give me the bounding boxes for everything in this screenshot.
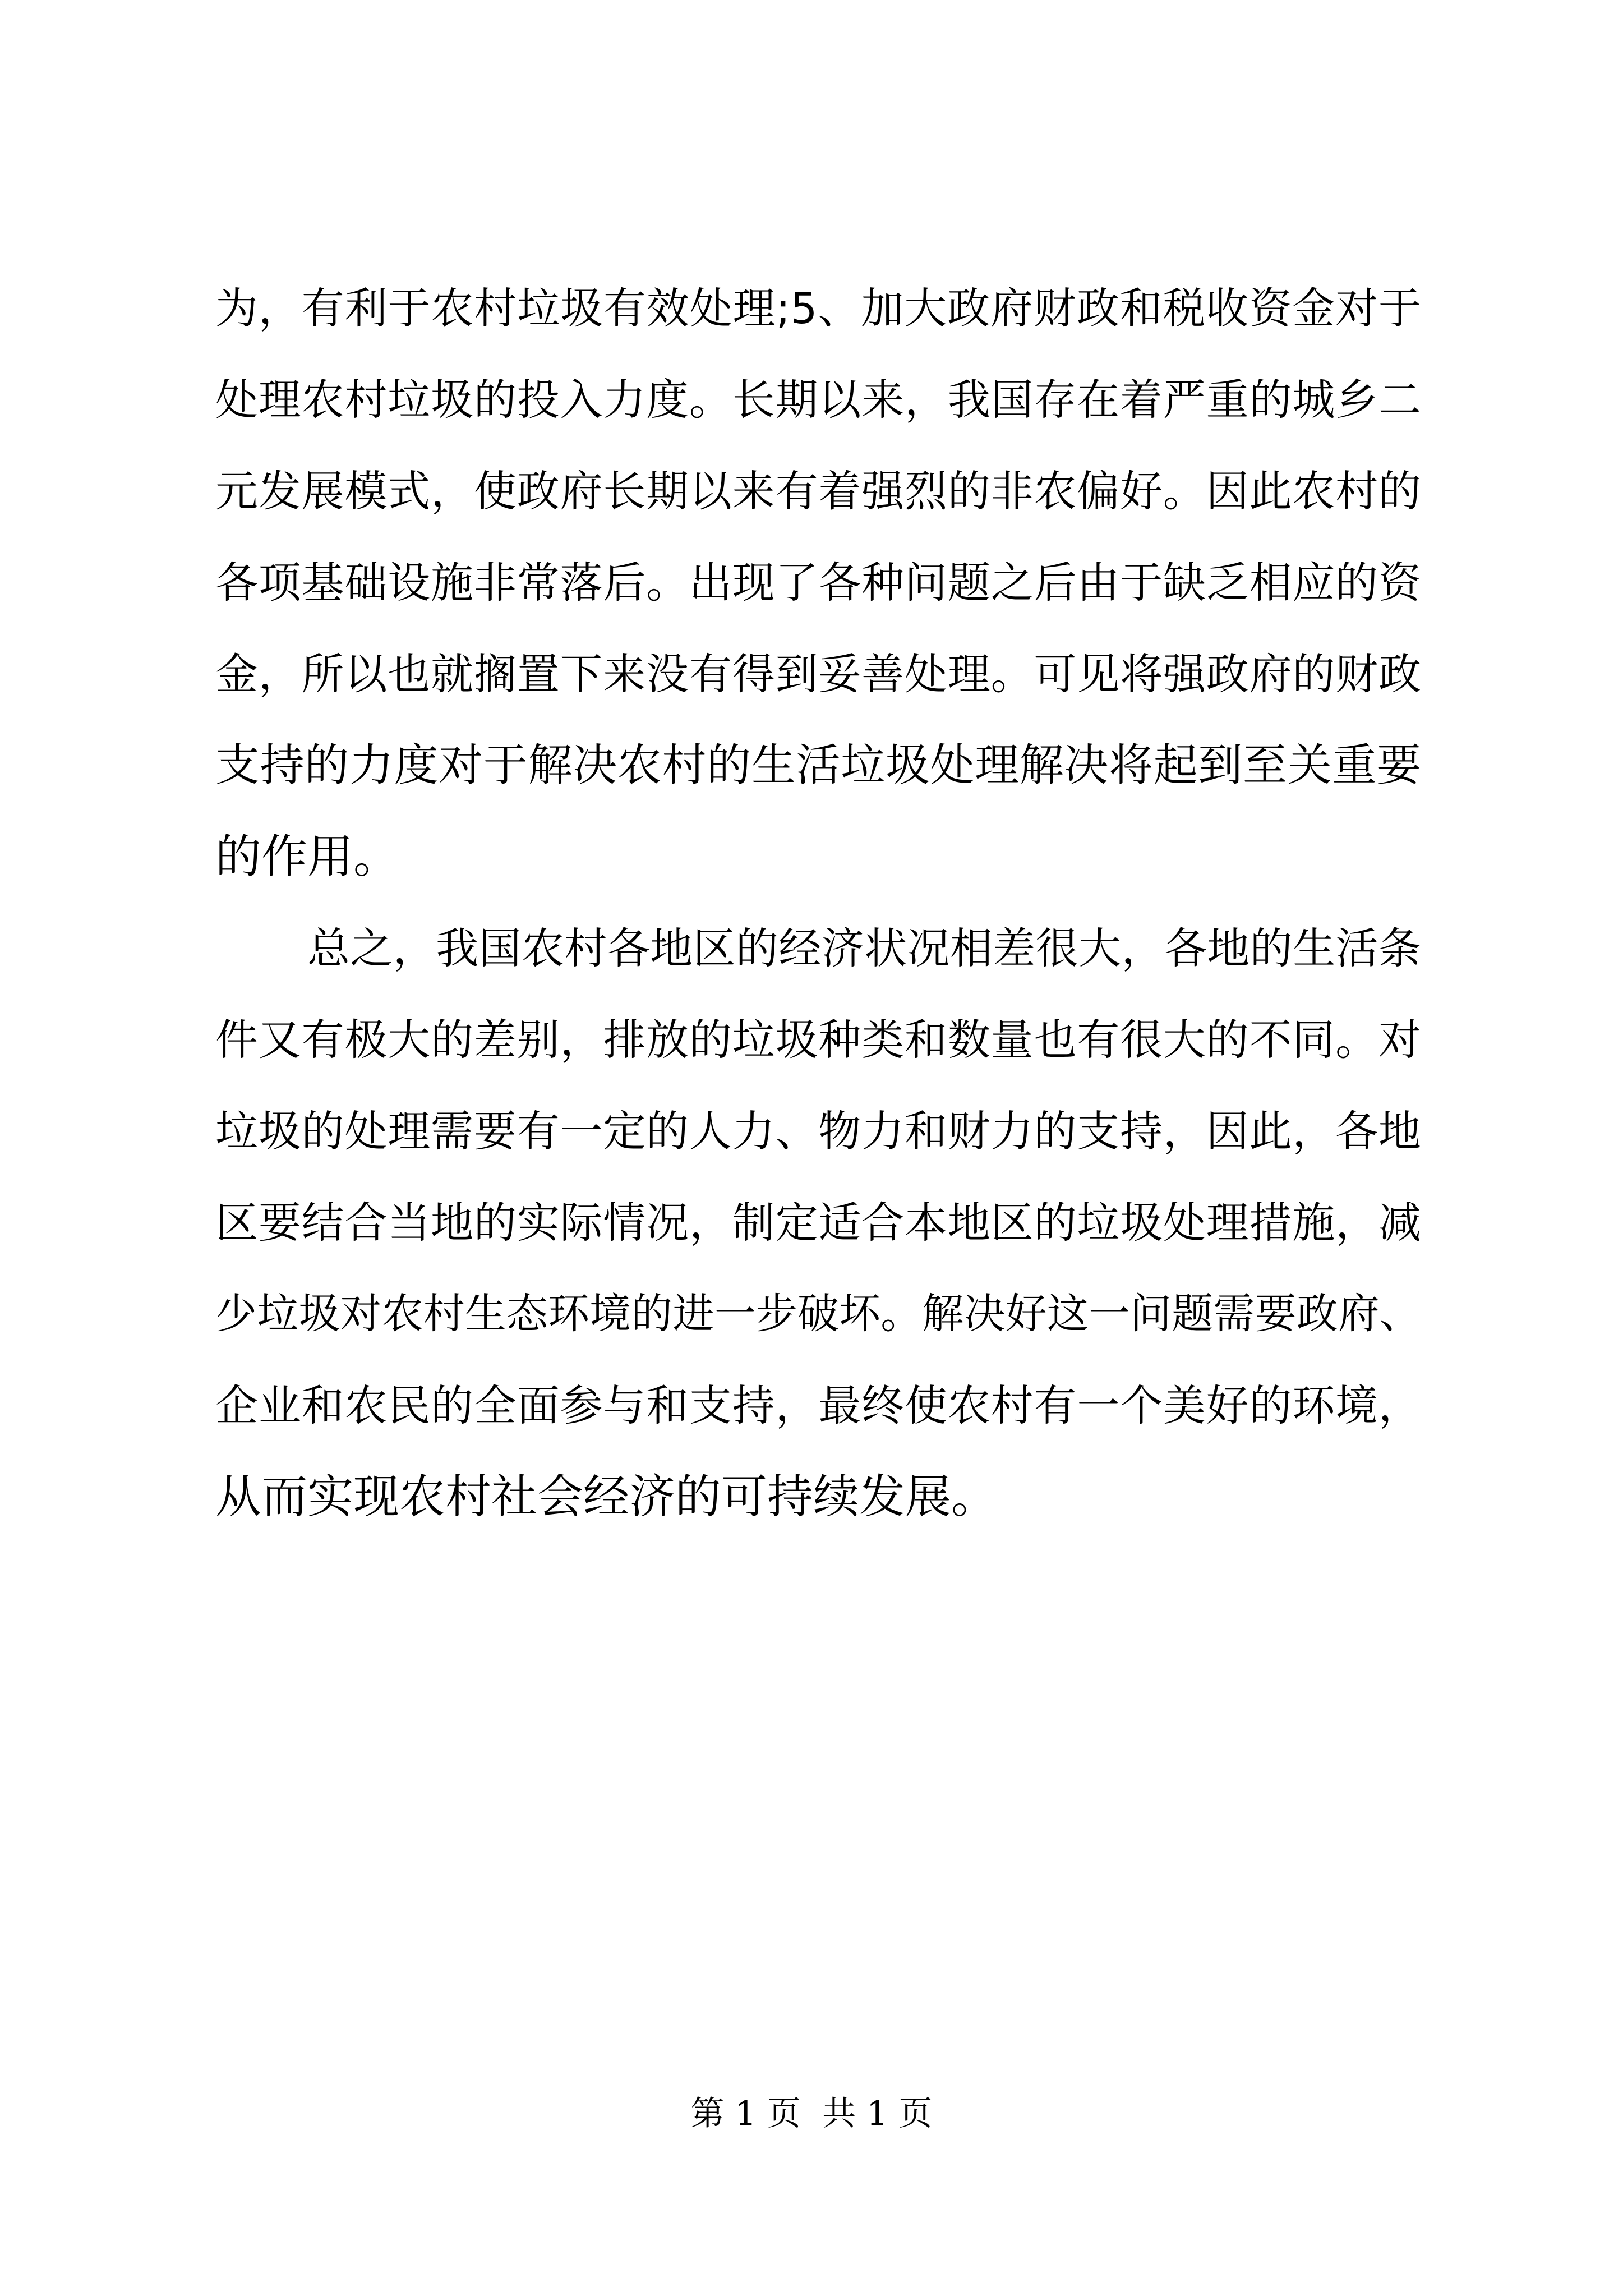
text-line: 件又有极大的差别，排放的垃圾种类和数量也有很大的不同。对 bbox=[215, 1015, 1421, 1065]
text-line: 各项基础设施非常落后。出现了各种问题之后由于缺乏相应的资 bbox=[215, 558, 1421, 608]
text-line: 垃圾的处理需要有一定的人力、物力和财力的支持，因此，各地 bbox=[215, 1106, 1421, 1156]
text-line: 少垃圾对农村生态环境的进一步破坏。解决好这一问题需要政府、 bbox=[215, 1290, 1421, 1338]
text-line: 处理农村垃圾的投入力度。长期以来，我国存在着严重的城乡二 bbox=[215, 375, 1421, 425]
paragraph-1 bbox=[215, 263, 1421, 903]
text-line: 企业和农民的全面参与和支持，最终使农村有一个美好的环境， bbox=[215, 1381, 1421, 1430]
page-number-footer: 第 1 页 共 1 页 bbox=[690, 2094, 933, 2133]
body-text bbox=[215, 263, 1421, 1543]
text-line: 元发展模式，使政府长期以来有着强烈的非农偏好。因此农村的 bbox=[215, 466, 1421, 516]
text-line: 从而实现农村社会经济的可持续发展。 bbox=[215, 1470, 998, 1524]
paragraph-2 bbox=[215, 903, 1421, 1543]
text-line: 金，所以也就搁置下来没有得到妥善处理。可见将强政府的财政 bbox=[215, 649, 1421, 699]
text-line: 区要结合当地的实际情况，制定适合本地区的垃圾处理措施，减 bbox=[215, 1198, 1421, 1248]
text-line: 的作用。 bbox=[215, 830, 400, 884]
text-line: 总之，我国农村各地区的经济状况相差很大，各地的生活条 bbox=[307, 923, 1421, 973]
text-line: 为，有利于农村垃圾有效处理;5、加大政府财政和税收资金对于 bbox=[215, 283, 1421, 333]
text-line: 支持的力度对于解决农村的生活垃圾处理解决将起到至关重要 bbox=[215, 739, 1421, 791]
